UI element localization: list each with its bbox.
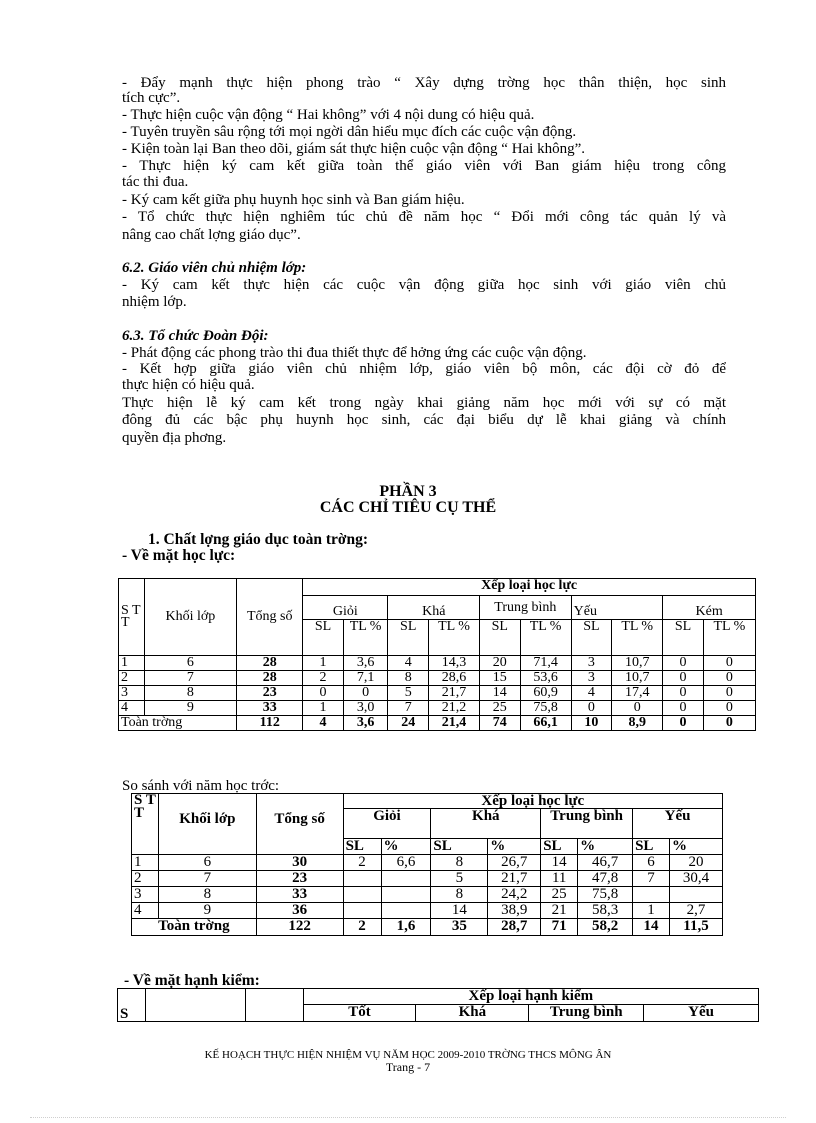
- cell: 28: [237, 671, 303, 686]
- cell: 21,7: [488, 871, 541, 887]
- cell: 0: [663, 656, 703, 671]
- group-header: Yếu: [571, 596, 663, 620]
- cell: 1: [303, 656, 343, 671]
- cell: 17,4: [612, 686, 663, 701]
- cell: 21,2: [428, 701, 479, 716]
- group-header: Giỏi: [303, 596, 388, 620]
- section-heading-6-3: 6.3. Tổ chức Đoàn Đội:: [122, 328, 269, 344]
- group-header: Khá: [431, 809, 541, 839]
- cell: 3,0: [343, 701, 388, 716]
- cell: 26,7: [488, 855, 541, 871]
- group-header: Khá: [416, 1005, 529, 1022]
- cell: 30,4: [670, 871, 723, 887]
- cell: 7: [633, 871, 670, 887]
- cell: 0: [343, 686, 388, 701]
- cell: 58,2: [578, 919, 633, 936]
- text-line: nâng cao chất lợng giáo dục”.: [122, 227, 301, 243]
- cell: 2: [303, 671, 343, 686]
- cell: 4: [571, 686, 611, 701]
- text-line: quyền địa phơng.: [122, 430, 227, 446]
- cell: 35: [431, 919, 488, 936]
- cell: 14: [480, 686, 520, 701]
- cell: 2: [343, 855, 381, 871]
- cell: 8,9: [612, 716, 663, 731]
- col-header-tong: [245, 989, 303, 1022]
- cell: [381, 887, 431, 903]
- cell: 3: [571, 656, 611, 671]
- cell: 15: [480, 671, 520, 686]
- cell: 0: [703, 701, 755, 716]
- cell: 1: [633, 903, 670, 919]
- list-item: - Kiện toàn lại Ban theo dõi, giám sát thực hiện cuộc vận động “ Hai không”.: [122, 141, 586, 157]
- cell: 38,9: [488, 903, 541, 919]
- table-row: [119, 671, 756, 686]
- group-header: Khá: [388, 596, 480, 620]
- cell: 24,2: [488, 887, 541, 903]
- table-row: [119, 686, 756, 701]
- cell: 0: [663, 686, 703, 701]
- sub-header: SL: [343, 839, 381, 855]
- cell: [670, 887, 723, 903]
- col-header-xep-loai: Xếp loại học lực: [303, 579, 756, 596]
- cell: 3: [132, 887, 159, 903]
- list-item: - Thực hiện cuộc vận động “ Hai không” với 4 nội dung có hiệu quả.: [122, 107, 535, 123]
- group-header: Trung bình: [529, 1005, 644, 1022]
- cell: 8: [158, 887, 256, 903]
- cell: 2,7: [670, 903, 723, 919]
- cell: 7,1: [343, 671, 388, 686]
- sub-header: %: [488, 839, 541, 855]
- cell: 8: [431, 855, 488, 871]
- cell: 0: [303, 686, 343, 701]
- cell: [343, 887, 381, 903]
- col-header-tong: Tổng số: [256, 794, 343, 855]
- sub-header: TL %: [428, 620, 479, 656]
- cell: 10: [571, 716, 611, 731]
- cell: 3,6: [343, 716, 388, 731]
- cell: 28: [237, 656, 303, 671]
- text-line: - Tổ chức thực hiện nghiêm túc chủ đề năm học “ Đổi mới công tác quản lý và: [122, 209, 726, 225]
- cell: 30: [256, 855, 343, 871]
- table-row: [119, 701, 756, 716]
- cell: 0: [703, 686, 755, 701]
- col-header-stt: S T T: [119, 579, 145, 656]
- text-line: - Ký cam kết thực hiện các cuộc vận động giữa học sinh với giáo viên chủ: [122, 277, 726, 293]
- table-total-row: [132, 919, 723, 936]
- cell: 4: [303, 716, 343, 731]
- cell: 23: [256, 871, 343, 887]
- cell: 3: [119, 686, 145, 701]
- cell: 10,7: [612, 656, 663, 671]
- sub-header: SL: [663, 620, 703, 656]
- cell: 46,7: [578, 855, 633, 871]
- cell: 71,4: [520, 656, 571, 671]
- group-header: Kém: [663, 596, 756, 620]
- cell: 2: [132, 871, 159, 887]
- col-header-xep-loai: Xếp loại học lực: [343, 794, 722, 809]
- cell: 36: [256, 903, 343, 919]
- text-line: thực hiện có hiệu quả.: [122, 377, 255, 393]
- part-title: PHẦN 3: [379, 483, 437, 500]
- sub-header: SL: [480, 620, 520, 656]
- cell: 1: [303, 701, 343, 716]
- cell: 3,6: [343, 656, 388, 671]
- cell: 7: [158, 871, 256, 887]
- cell: 7: [144, 671, 237, 686]
- page-number: Trang - 7: [385, 1060, 431, 1074]
- cell: 3: [571, 671, 611, 686]
- cell: 6,6: [381, 855, 431, 871]
- cell: 0: [703, 716, 755, 731]
- text-line: - Đẩy mạnh thực hiện phong trào “ Xây dựng trờng học thân thiện, học sinh: [122, 75, 726, 91]
- table-row: [132, 871, 723, 887]
- cell: 75,8: [578, 887, 633, 903]
- cell: 20: [670, 855, 723, 871]
- cell: 28,7: [488, 919, 541, 936]
- col-header-stt: S T T: [132, 794, 159, 855]
- cell: 0: [703, 671, 755, 686]
- table-hoc-luc-nam-truoc: [131, 793, 723, 936]
- sub-header: %: [381, 839, 431, 855]
- cell: 0: [571, 701, 611, 716]
- cell: 6: [144, 656, 237, 671]
- table-row: [119, 656, 756, 671]
- cell: 2: [343, 919, 381, 936]
- cell: 14: [633, 919, 670, 936]
- item-heading: 1. Chất lợng giáo dục toàn trờng:: [148, 531, 368, 548]
- sub-header: %: [670, 839, 723, 855]
- cell: 11: [541, 871, 578, 887]
- sub-header: SL: [633, 839, 670, 855]
- cell: 2: [119, 671, 145, 686]
- cell: [343, 903, 381, 919]
- compare-label: So sánh với năm học trớc:: [122, 778, 280, 794]
- part-subtitle: CÁC CHỈ TIÊU CỤ THỂ: [319, 499, 497, 516]
- cell: 1,6: [381, 919, 431, 936]
- cell: 6: [158, 855, 256, 871]
- text-line: Thực hiện lễ ký cam kết trong ngày khai giảng năm học mới với sự có mặt: [122, 395, 726, 411]
- sub-header: SL: [303, 620, 343, 656]
- cell: [381, 903, 431, 919]
- cell: 21: [541, 903, 578, 919]
- hanh-kiem-label: - Về mặt hạnh kiểm:: [124, 972, 260, 989]
- sub-header: SL: [571, 620, 611, 656]
- col-header-khoi: Khối lớp: [144, 579, 237, 656]
- cell: 14,3: [428, 656, 479, 671]
- list-item: - Phát động các phong trào thi đua thiết thực để hởng ứng các cuộc vận động.: [122, 345, 587, 361]
- group-header: Trung bình: [541, 809, 633, 839]
- cell: 0: [612, 701, 663, 716]
- sub-header: SL: [541, 839, 578, 855]
- cell: 24: [388, 716, 428, 731]
- text-line: - Thực hiện ký cam kết giữa toàn thể giáo viên với Ban giám hiệu trong công: [122, 158, 726, 174]
- table-hoc-luc: [118, 578, 756, 731]
- sub-header: SL: [431, 839, 488, 855]
- col-header-xep-loai: Xếp loại hạnh kiểm: [303, 989, 758, 1005]
- table-row: [132, 903, 723, 919]
- list-item: - Ký cam kết giữa phụ huynh học sinh và Ban giám hiệu.: [122, 192, 465, 208]
- group-header: Trung bình: [480, 596, 572, 620]
- cell: 21,7: [428, 686, 479, 701]
- group-header: Giỏi: [343, 809, 431, 839]
- group-header: Yếu: [644, 1005, 759, 1022]
- cell: 112: [237, 716, 303, 731]
- cell: 53,6: [520, 671, 571, 686]
- cell: 25: [541, 887, 578, 903]
- cell: 0: [703, 656, 755, 671]
- table-row: [132, 887, 723, 903]
- cell: 9: [158, 903, 256, 919]
- text-line: - Kết hợp giữa giáo viên chủ nhiệm lớp, giáo viên bộ môn, các đội cờ đỏ để: [122, 361, 726, 377]
- cell: [633, 887, 670, 903]
- cell: [381, 871, 431, 887]
- cell: 10,7: [612, 671, 663, 686]
- footer-title: KẾ HOẠCH THỰC HIỆN NHIỆM VỤ NĂM HỌC 2009-2010 TRỜNG THCS MÔNG ÂN: [204, 1049, 612, 1061]
- table-hanh-kiem: [117, 988, 759, 1022]
- cell: Toàn trờng: [119, 716, 237, 731]
- cell: 8: [144, 686, 237, 701]
- cell: 33: [256, 887, 343, 903]
- sub-header: TL %: [520, 620, 571, 656]
- cell: 9: [144, 701, 237, 716]
- cell: 66,1: [520, 716, 571, 731]
- table-total-row: [119, 716, 756, 731]
- cell: 23: [237, 686, 303, 701]
- cell: 5: [431, 871, 488, 887]
- cell: 58,3: [578, 903, 633, 919]
- section-heading-6-2: 6.2. Giáo viên chủ nhiệm lớp:: [122, 260, 307, 276]
- cell: 1: [132, 855, 159, 871]
- cell: 7: [388, 701, 428, 716]
- cell: 71: [541, 919, 578, 936]
- col-header-stt: S: [118, 989, 146, 1022]
- cell: 4: [119, 701, 145, 716]
- hoc-luc-label: - Về mặt học lực:: [122, 547, 236, 564]
- sub-header: %: [578, 839, 633, 855]
- cell: 21,4: [428, 716, 479, 731]
- cell: [343, 871, 381, 887]
- page-bottom-border: [30, 1117, 786, 1118]
- cell: 0: [663, 701, 703, 716]
- text-line: nhiệm lớp.: [122, 294, 187, 310]
- cell: 33: [237, 701, 303, 716]
- cell: 5: [388, 686, 428, 701]
- col-header-tong: Tổng số: [237, 579, 303, 656]
- cell: 28,6: [428, 671, 479, 686]
- cell: 75,8: [520, 701, 571, 716]
- cell: 47,8: [578, 871, 633, 887]
- table-row: [132, 855, 723, 871]
- text-line: tác thi đua.: [122, 174, 189, 190]
- sub-header: TL %: [343, 620, 388, 656]
- cell: 14: [541, 855, 578, 871]
- cell: 6: [633, 855, 670, 871]
- cell: 122: [256, 919, 343, 936]
- cell: 8: [431, 887, 488, 903]
- col-header-khoi: [145, 989, 245, 1022]
- cell: 14: [431, 903, 488, 919]
- cell: 74: [480, 716, 520, 731]
- cell: Toàn trờng: [132, 919, 257, 936]
- group-header: Tốt: [303, 1005, 416, 1022]
- cell: 8: [388, 671, 428, 686]
- sub-header: SL: [388, 620, 428, 656]
- cell: 4: [388, 656, 428, 671]
- cell: 60,9: [520, 686, 571, 701]
- cell: 1: [119, 656, 145, 671]
- sub-header: TL %: [703, 620, 755, 656]
- list-item: - Tuyên truyền sâu rộng tới mọi ngời dân hiểu mục đích các cuộc vận động.: [122, 124, 577, 140]
- cell: 11,5: [670, 919, 723, 936]
- cell: 0: [663, 716, 703, 731]
- text-line: đông đủ các bậc phụ huynh học sinh, các đại biểu dự lễ khai giảng và chính: [122, 412, 726, 428]
- text-line: tích cực”.: [122, 90, 181, 106]
- cell: 4: [132, 903, 159, 919]
- col-header-khoi: Khối lớp: [158, 794, 256, 855]
- cell: 20: [480, 656, 520, 671]
- sub-header: TL %: [612, 620, 663, 656]
- group-header: Yếu: [633, 809, 723, 839]
- cell: 0: [663, 671, 703, 686]
- cell: 25: [480, 701, 520, 716]
